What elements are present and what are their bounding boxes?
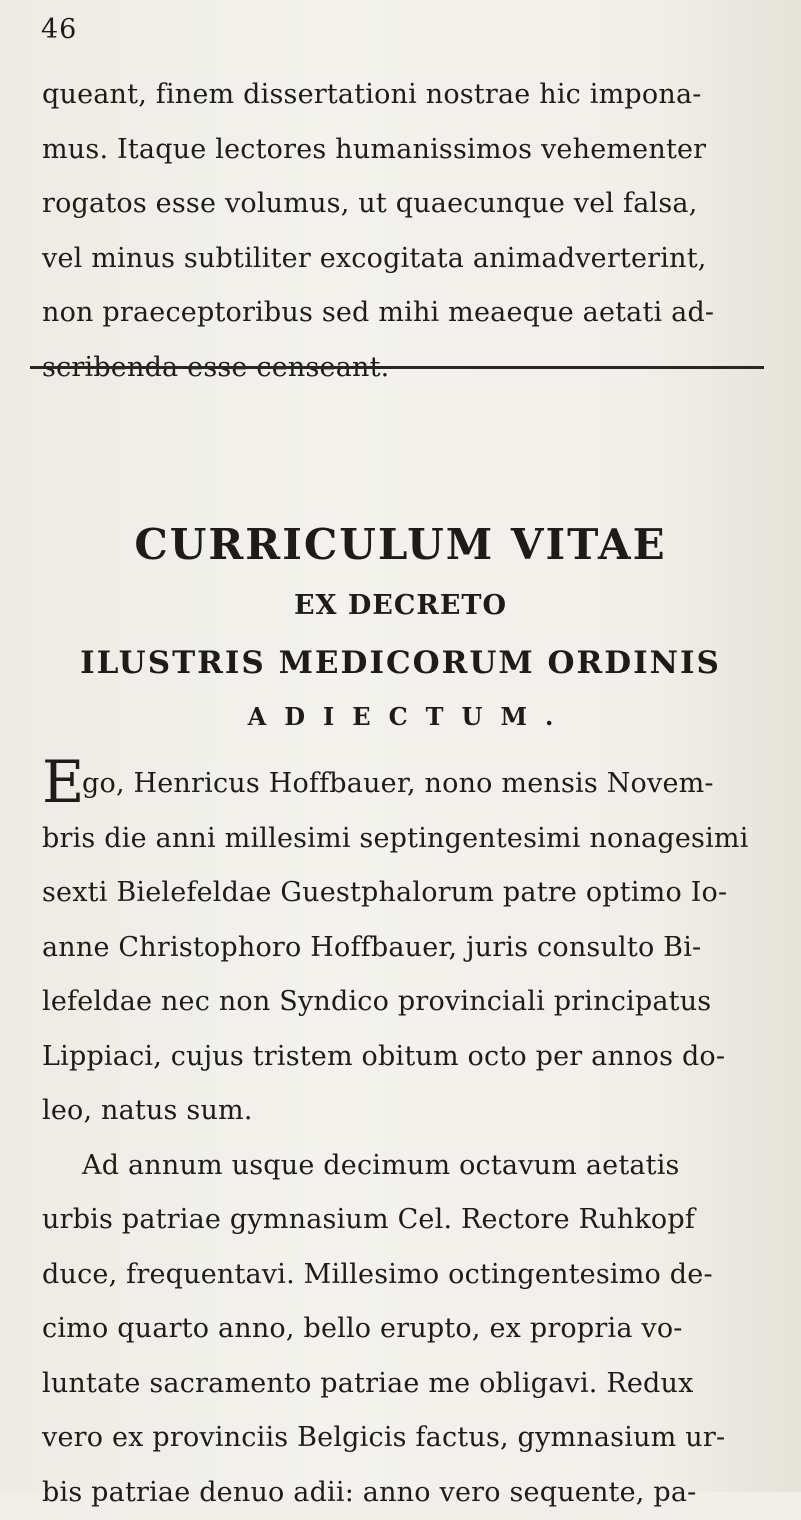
text-line: luntate sacramento patriae me obligavi. Redux [42,1357,787,1412]
text-line: cimo quarto anno, bello erupto, ex propria vo- [42,1302,787,1357]
section-subtitle: ILUSTRIS MEDICORUM ORDINIS [0,645,801,681]
text-line: non praeceptoribus sed mihi meaeque aetati ad- [42,286,787,341]
text-line: vel minus subtiliter excogitata animadverterint, [42,232,787,287]
text-line: sexti Bielefeldae Guestphalorum patre optimo Io- [42,866,787,921]
section-subtitle: EX DECRETO [0,590,801,621]
text-line: rogatos esse volumus, ut quaecunque vel falsa, [42,177,787,232]
text-line: duce, frequentavi. Millesimo octingentesimo de- [42,1248,787,1303]
text-line: leo, natus sum. [42,1084,787,1139]
curriculum-text [42,757,787,1520]
text-line: bis patriae denuo adii: anno vero sequente, pa- [42,1466,787,1520]
text-line-rest: go, Henricus Hoffbauer, nono mensis Novem- [82,768,714,799]
text-line: Ad annum usque decimum octavum aetatis [42,1139,787,1194]
text-line: urbis patriae gymnasium Cel. Rectore Ruhkopf [42,1193,787,1248]
text-line: queant, finem dissertationi nostrae hic impona- [42,68,787,123]
text-line: lefeldae nec non Syndico provinciali principatus [42,975,787,1030]
text-line: vero ex provinciis Belgicis factus, gymnasium ur- [42,1411,787,1466]
text-line: mus. Itaque lectores humanissimos vehementer [42,123,787,178]
text-line [42,757,787,812]
text-line: scribenda esse censeant. [42,341,787,396]
drop-cap: E [42,753,85,811]
section-subtitle: ADIECTUM. [0,702,801,731]
section-title: CURRICULUM VITAE [0,520,801,569]
text-line: Lippiaci, cujus tristem obitum octo per annos do- [42,1030,787,1085]
text-line: bris die anni millesimi septingentesimi nonagesimi [42,812,787,867]
intro-paragraph [42,68,787,395]
section-divider-rule [30,366,764,369]
page-number: 46 [41,14,77,45]
text-line: anne Christophoro Hoffbauer, juris consulto Bi- [42,921,787,976]
